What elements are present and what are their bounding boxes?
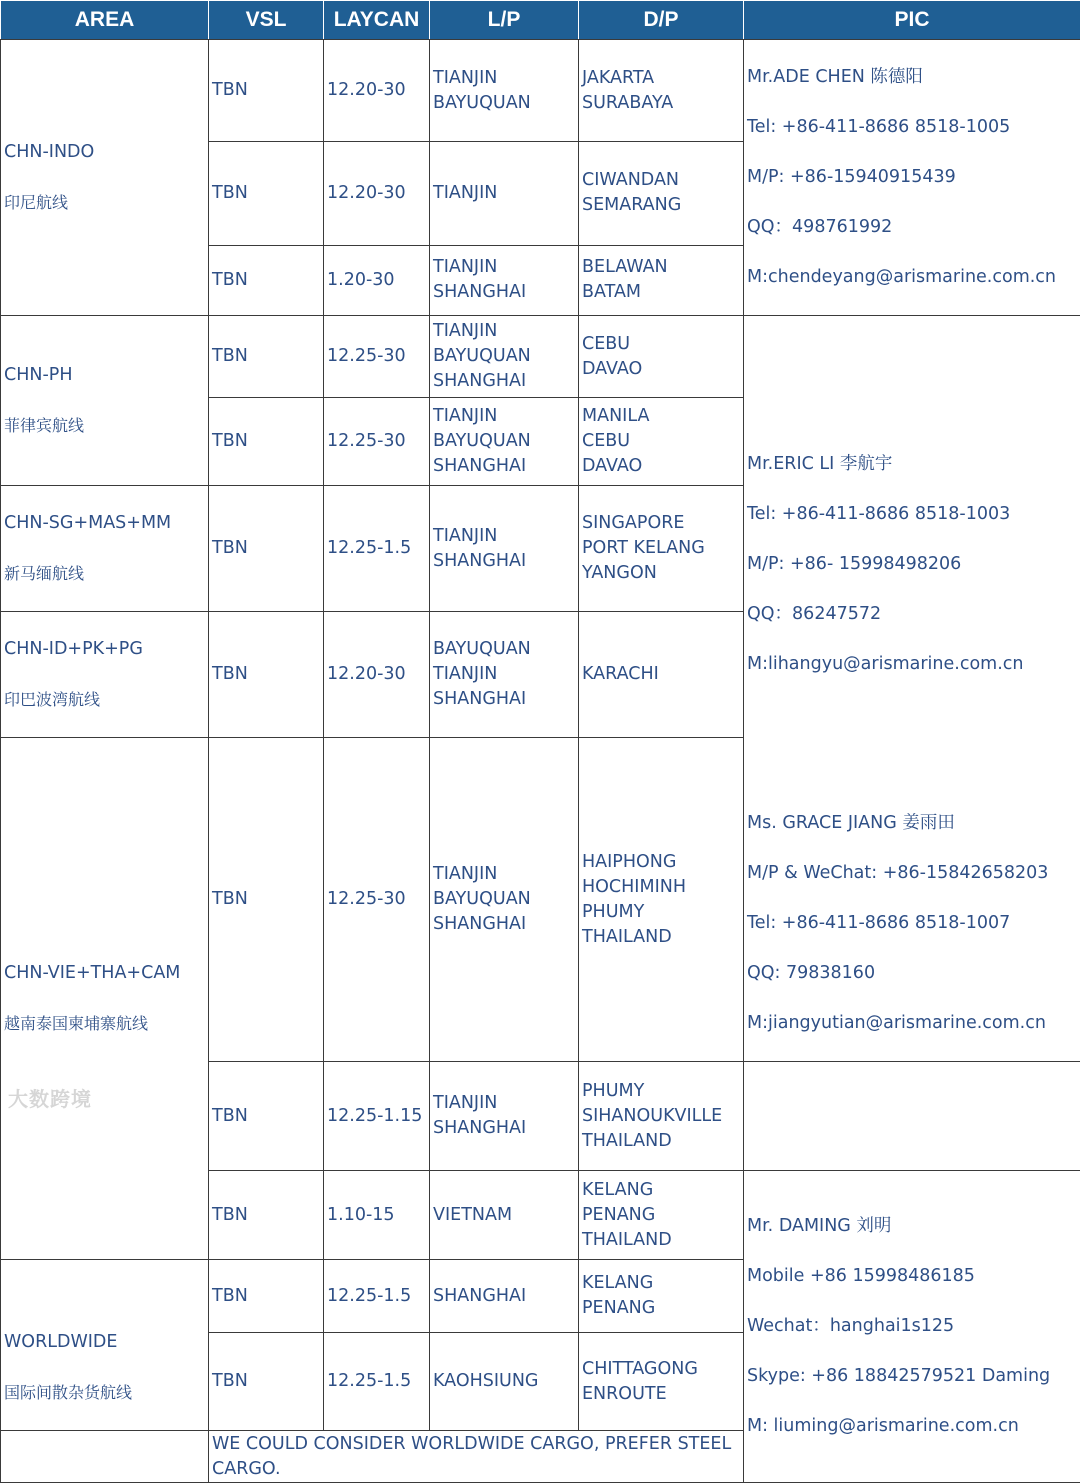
pic-name: Mr.ADE CHEN 陈德阳 <box>747 65 1077 90</box>
pic-email[interactable]: M:lihangyu@arismarine.com.cn <box>747 652 1077 677</box>
area-cn: 印巴波湾航线 <box>4 687 205 712</box>
table-row <box>1 40 1080 142</box>
lp-cell: TIANJIN SHANGHAI <box>430 1062 579 1171</box>
dp-cell: KELANG PENANG THAILAND <box>579 1171 744 1260</box>
vsl-cell: TBN <box>209 316 324 398</box>
dp-cell: CHITTAGONG ENROUTE <box>579 1333 744 1431</box>
pic-name: Mr.ERIC LI 李航宇 <box>747 452 1077 477</box>
area-en: CHN-ID+PK+PG <box>4 637 205 662</box>
area-cn: 越南泰国柬埔寨航线 <box>4 1011 205 1036</box>
laycan-cell: 12.25-1.5 <box>324 1260 430 1333</box>
lp-cell: TIANJIN BAYUQUAN SHANGHAI <box>430 398 579 486</box>
pic-name: Mr. DAMING 刘明 <box>747 1214 1077 1239</box>
pic-cell-eric-li-grace-jiang <box>744 316 1080 1062</box>
header-pic: PIC <box>744 1 1080 40</box>
vsl-cell: TBN <box>209 40 324 142</box>
lp-cell: TIANJIN SHANGHAI <box>430 486 579 612</box>
lp-cell: TIANJIN BAYUQUAN SHANGHAI <box>430 316 579 398</box>
pic-tel: Tel: +86-411-8686 8518-1005 <box>747 115 1077 140</box>
lp-cell: KAOHSIUNG <box>430 1333 579 1431</box>
dp-cell: HAIPHONG HOCHIMINH PHUMY THAILAND <box>579 738 744 1062</box>
laycan-cell: 12.25-1.15 <box>324 1062 430 1171</box>
pic-qq: QQ: 79838160 <box>747 961 1077 986</box>
vsl-cell: TBN <box>209 738 324 1062</box>
area-cell-worldwide <box>1 1260 209 1431</box>
area-en: CHN-INDO <box>4 140 205 165</box>
vsl-cell: TBN <box>209 1171 324 1260</box>
lp-cell: TIANJIN <box>430 142 579 245</box>
pic-tel: Tel: +86-411-8686 8518-1003 <box>747 502 1077 527</box>
table-row <box>1 316 1080 398</box>
vsl-cell: TBN <box>209 245 324 315</box>
lp-cell: BAYUQUAN TIANJIN SHANGHAI <box>430 612 579 738</box>
header-dp: D/P <box>579 1 744 40</box>
pic-email[interactable]: M:chendeyang@arismarine.com.cn <box>747 265 1077 290</box>
dp-cell: CEBU DAVAO <box>579 316 744 398</box>
area-cn: 菲律宾航线 <box>4 413 205 438</box>
pic-name: Ms. GRACE JIANG 姜雨田 <box>747 811 1077 836</box>
vsl-cell: TBN <box>209 612 324 738</box>
vsl-cell: TBN <box>209 1333 324 1431</box>
area-cell-chn-sg-mas-mm <box>1 486 209 612</box>
area-cn: 国际间散杂货航线 <box>4 1380 205 1405</box>
vsl-cell: TBN <box>209 1260 324 1333</box>
dp-cell: KARACHI <box>579 612 744 738</box>
vsl-cell: TBN <box>209 142 324 245</box>
pic-mobile-wechat: M/P & WeChat: +86-15842658203 <box>747 861 1077 886</box>
area-cell-chn-vie-tha-cam <box>1 738 209 1260</box>
dp-cell: CIWANDAN SEMARANG <box>579 142 744 245</box>
pic-mobile: Mobile +86 15998486185 <box>747 1264 1077 1289</box>
header-lp: L/P <box>430 1 579 40</box>
lp-cell: VIETNAM <box>430 1171 579 1260</box>
pic-email[interactable]: M:jiangyutian@arismarine.com.cn <box>747 1011 1077 1036</box>
area-en: WORLDWIDE <box>4 1330 205 1355</box>
header-vsl: VSL <box>209 1 324 40</box>
lp-cell: TIANJIN SHANGHAI <box>430 245 579 315</box>
dp-cell: KELANG PENANG <box>579 1260 744 1333</box>
header-laycan: LAYCAN <box>324 1 430 40</box>
dp-cell: MANILA CEBU DAVAO <box>579 398 744 486</box>
pic-cell-ade-chen <box>744 40 1080 316</box>
cargo-note: WE COULD CONSIDER WORLDWIDE CARGO, PREFER STEEL CARGO. <box>209 1431 744 1483</box>
lp-cell: SHANGHAI <box>430 1260 579 1333</box>
laycan-cell: 12.25-1.5 <box>324 1333 430 1431</box>
laycan-cell: 12.20-30 <box>324 40 430 142</box>
header-area: AREA <box>1 1 209 40</box>
area-cell-continued <box>1 1431 209 1483</box>
pic-mobile: M/P: +86-15940915439 <box>747 165 1077 190</box>
area-cell-chn-indo <box>1 40 209 316</box>
watermark-logo: 大数跨境 <box>8 1083 92 1112</box>
dp-cell: JAKARTA SURABAYA <box>579 40 744 142</box>
laycan-cell: 12.25-1.5 <box>324 486 430 612</box>
laycan-cell: 12.25-30 <box>324 398 430 486</box>
dp-cell: BELAWAN BATAM <box>579 245 744 315</box>
pic-qq: QQ：498761992 <box>747 215 1077 240</box>
laycan-cell: 12.20-30 <box>324 612 430 738</box>
area-cn: 新马缅航线 <box>4 561 205 586</box>
lp-cell: TIANJIN BAYUQUAN <box>430 40 579 142</box>
pic-email[interactable]: M: liuming@arismarine.com.cn <box>747 1414 1077 1439</box>
pic-mobile: M/P: +86- 15998498206 <box>747 552 1077 577</box>
lp-cell: TIANJIN BAYUQUAN SHANGHAI <box>430 738 579 1062</box>
dp-cell: PHUMY SIHANOUKVILLE THAILAND <box>579 1062 744 1171</box>
area-en: CHN-SG+MAS+MM <box>4 511 205 536</box>
pic-wechat: Wechat：hanghai1s125 <box>747 1314 1077 1339</box>
dp-cell: SINGAPORE PORT KELANG YANGON <box>579 486 744 612</box>
vsl-cell: TBN <box>209 486 324 612</box>
area-cell-chn-ph <box>1 316 209 486</box>
header-row <box>1 1 1080 40</box>
area-cell-chn-id-pk-pg <box>1 612 209 738</box>
vsl-cell: TBN <box>209 398 324 486</box>
pic-tel: Tel: +86-411-8686 8518-1007 <box>747 911 1077 936</box>
vsl-cell: TBN <box>209 1062 324 1171</box>
area-cn: 印尼航线 <box>4 190 205 215</box>
laycan-cell: 1.20-30 <box>324 245 430 315</box>
laycan-cell: 12.20-30 <box>324 142 430 245</box>
area-en: CHN-PH <box>4 363 205 388</box>
laycan-cell: 1.10-15 <box>324 1171 430 1260</box>
pic-cell-daming <box>744 1171 1080 1483</box>
pic-skype: Skype: +86 18842579521 Daming <box>747 1364 1077 1389</box>
laycan-cell: 12.25-30 <box>324 316 430 398</box>
pic-qq: QQ：86247572 <box>747 602 1077 627</box>
area-en: CHN-VIE+THA+CAM <box>4 961 205 986</box>
laycan-cell: 12.25-30 <box>324 738 430 1062</box>
